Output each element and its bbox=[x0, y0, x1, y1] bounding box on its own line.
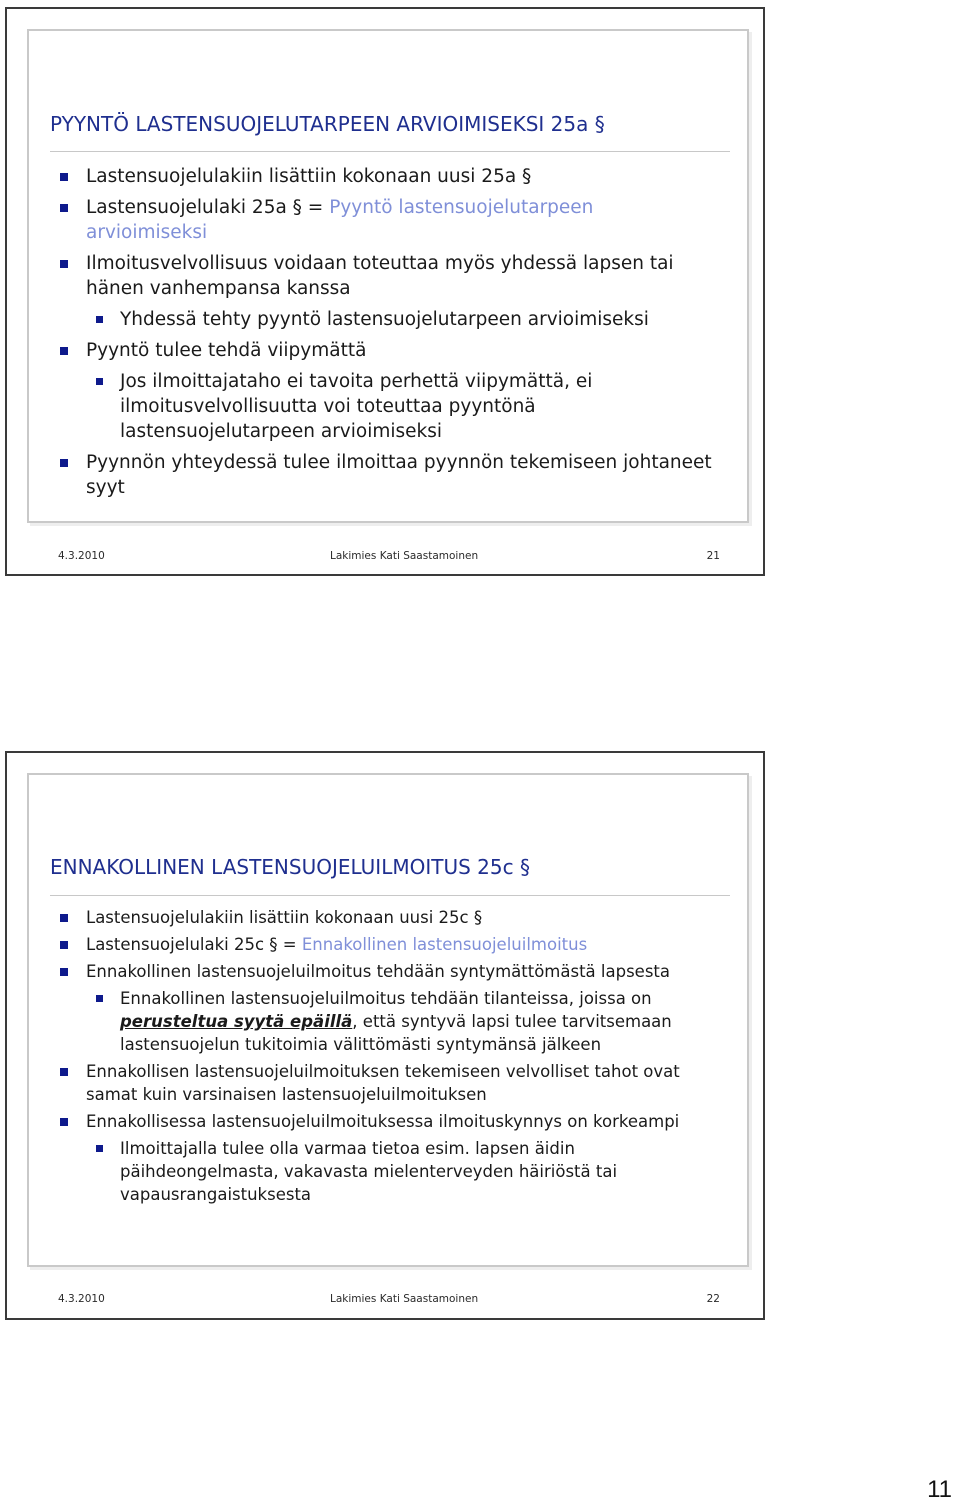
list-item: Lastensuojelulakiin lisättiin kokonaan uusi 25c § bbox=[58, 906, 718, 929]
list-item: Lastensuojelulakiin lisättiin kokonaan uusi 25a § bbox=[58, 164, 718, 189]
square-bullet-icon bbox=[96, 1145, 103, 1152]
highlighted-term: Ennakollinen lastensuojeluilmoitus bbox=[301, 935, 588, 954]
list-item: Ennakollisen lastensuojeluilmoituksen tekemiseen velvolliset tahot ovat samat kuin varsinaisen lastensuojeluilmoituksen bbox=[58, 1060, 718, 1106]
title-divider bbox=[50, 151, 730, 152]
highlighted-term: Pyyntö lastensuojelutarpeen arvioimiseksi bbox=[86, 197, 594, 243]
emphasized-text: perusteltua syytä epäillä bbox=[120, 1012, 353, 1031]
slide-title: PYYNTÖ LASTENSUOJELUTARPEEN ARVIOIMISEKSI 25a § bbox=[50, 112, 605, 136]
sub-list-item: Yhdessä tehty pyyntö lastensuojelutarpeen arvioimiseksi bbox=[58, 307, 718, 332]
bullet-list bbox=[58, 164, 718, 506]
square-bullet-icon bbox=[60, 941, 68, 949]
footer-author: Lakimies Kati Saastamoinen bbox=[330, 550, 479, 562]
page-number: 11 bbox=[927, 1476, 952, 1503]
list-item: Ennakollisessa lastensuojeluilmoituksessa ilmoituskynnys on korkeampi bbox=[58, 1110, 718, 1133]
sub-list-item: Ennakollinen lastensuojeluilmoitus tehdään tilanteissa, joissa on perusteltua syytä epäillä, että syntyvä lapsi tulee tarvitsemaan lastensuojelun tukitoimia välittömästi syntymänsä jälkeen bbox=[58, 987, 718, 1056]
slide-number: 22 bbox=[706, 1293, 720, 1305]
slide-title: ENNAKOLLINEN LASTENSUOJELUILMOITUS 25c § bbox=[50, 855, 530, 879]
list-item: Lastensuojelulaki 25a § = Pyyntö lastensuojelutarpeen arvioimiseksi bbox=[58, 195, 718, 245]
list-item: Pyynnön yhteydessä tulee ilmoittaa pyynnön tekemiseen johtaneet syyt bbox=[58, 450, 718, 500]
footer-author: Lakimies Kati Saastamoinen bbox=[330, 1293, 479, 1305]
square-bullet-icon bbox=[60, 914, 68, 922]
square-bullet-icon bbox=[96, 378, 103, 385]
square-bullet-icon bbox=[60, 459, 68, 467]
bullet-list bbox=[58, 906, 718, 1210]
list-item: Lastensuojelulaki 25c § = Ennakollinen lastensuojeluilmoitus bbox=[58, 933, 718, 956]
slide-number: 21 bbox=[706, 550, 720, 562]
square-bullet-icon bbox=[60, 260, 68, 268]
square-bullet-icon bbox=[96, 995, 103, 1002]
footer-date: 4.3.2010 bbox=[58, 1293, 105, 1305]
title-divider bbox=[50, 895, 730, 896]
list-item: Ilmoitusvelvollisuus voidaan toteuttaa myös yhdessä lapsen tai hänen vanhempansa kanssa bbox=[58, 251, 718, 301]
list-item: Pyyntö tulee tehdä viipymättä bbox=[58, 338, 718, 363]
square-bullet-icon bbox=[96, 316, 103, 323]
footer-date: 4.3.2010 bbox=[58, 550, 105, 562]
square-bullet-icon bbox=[60, 204, 68, 212]
square-bullet-icon bbox=[60, 1068, 68, 1076]
square-bullet-icon bbox=[60, 173, 68, 181]
square-bullet-icon bbox=[60, 968, 68, 976]
square-bullet-icon bbox=[60, 347, 68, 355]
square-bullet-icon bbox=[60, 1118, 68, 1126]
sub-list-item: Jos ilmoittajataho ei tavoita perhettä viipymättä, ei ilmoitusvelvollisuutta voi toteuttaa pyyntönä lastensuojelutarpeen arvioimiseksi bbox=[58, 369, 718, 444]
sub-list-item: Ilmoittajalla tulee olla varmaa tietoa esim. lapsen äidin päihdeongelmasta, vakavasta mielenterveyden häiriöstä tai vapausrangaistuksesta bbox=[58, 1137, 718, 1206]
list-item: Ennakollinen lastensuojeluilmoitus tehdään syntymättömästä lapsesta bbox=[58, 960, 718, 983]
